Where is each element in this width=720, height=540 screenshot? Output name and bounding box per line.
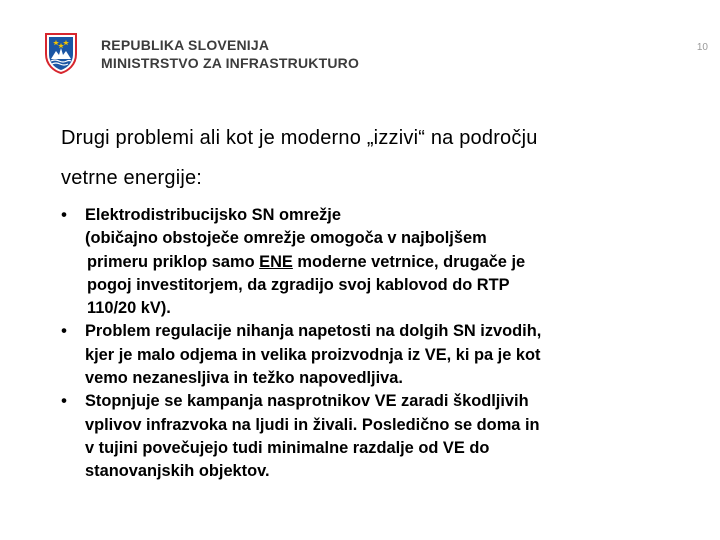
- page-number: 10: [696, 42, 708, 53]
- org-line-1: REPUBLIKA SLOVENIJA: [101, 37, 270, 53]
- bullet-text-line: Problem regulacije nihanja napetosti na dolgih SN izvodih,: [85, 322, 542, 341]
- bullet-list: [54, 204, 704, 484]
- bullet-dot: •: [61, 322, 67, 341]
- bullet-text-line: 110/20 kV).: [87, 299, 171, 318]
- bullet-text-line: Elektrodistribucijsko SN omrežje: [85, 206, 341, 224]
- bullet-item: [54, 390, 704, 483]
- bullet-text-line: v tujini povečujejo tudi minimalne razdalje od VE do: [85, 438, 490, 457]
- bullet-text-segment: moderne vetrnice, drugače je: [292, 252, 526, 271]
- bullet-text-line: vemo nezanesljiva in težko napovedljiva.: [85, 369, 403, 388]
- underlined-term: ENE: [259, 252, 293, 271]
- bullet-text-line: (običajno obstoječe omrežje omogoča v najboljšem: [85, 229, 487, 248]
- bullet-text-line: kjer je malo odjema in velika proizvodnja iz VE, ki pa je kot: [85, 345, 541, 364]
- slide-heading: [61, 118, 701, 198]
- bullet-text-line: stanovanjskih objektov.: [85, 462, 270, 481]
- bullet-dot: •: [61, 206, 67, 224]
- bullet-text-segment: primeru priklop samo: [87, 252, 260, 271]
- organization-name: [101, 36, 359, 72]
- bullet-item: [54, 320, 704, 390]
- heading-line-2: vetrne energije:: [61, 167, 203, 189]
- org-line-2: MINISTRSTVO ZA INFRASTRUKTURO: [101, 55, 360, 71]
- heading-line-1: Drugi problemi ali kot je moderno „izzivi“ na področju: [61, 127, 538, 149]
- bullet-item: [54, 204, 704, 320]
- slovenia-coat-of-arms-icon: [44, 32, 78, 74]
- bullet-text-line: Stopnjuje se kampanja nasprotnikov VE zaradi škodljivih: [85, 392, 529, 411]
- bullet-text-line: [85, 251, 704, 274]
- bullet-dot: •: [61, 392, 67, 411]
- bullet-text-line: pogoj investitorjem, da zgradijo svoj kablovod do RTP: [87, 275, 510, 294]
- bullet-text-line: vplivov infrazvoka na ljudi in živali. Posledično se doma in: [85, 415, 540, 434]
